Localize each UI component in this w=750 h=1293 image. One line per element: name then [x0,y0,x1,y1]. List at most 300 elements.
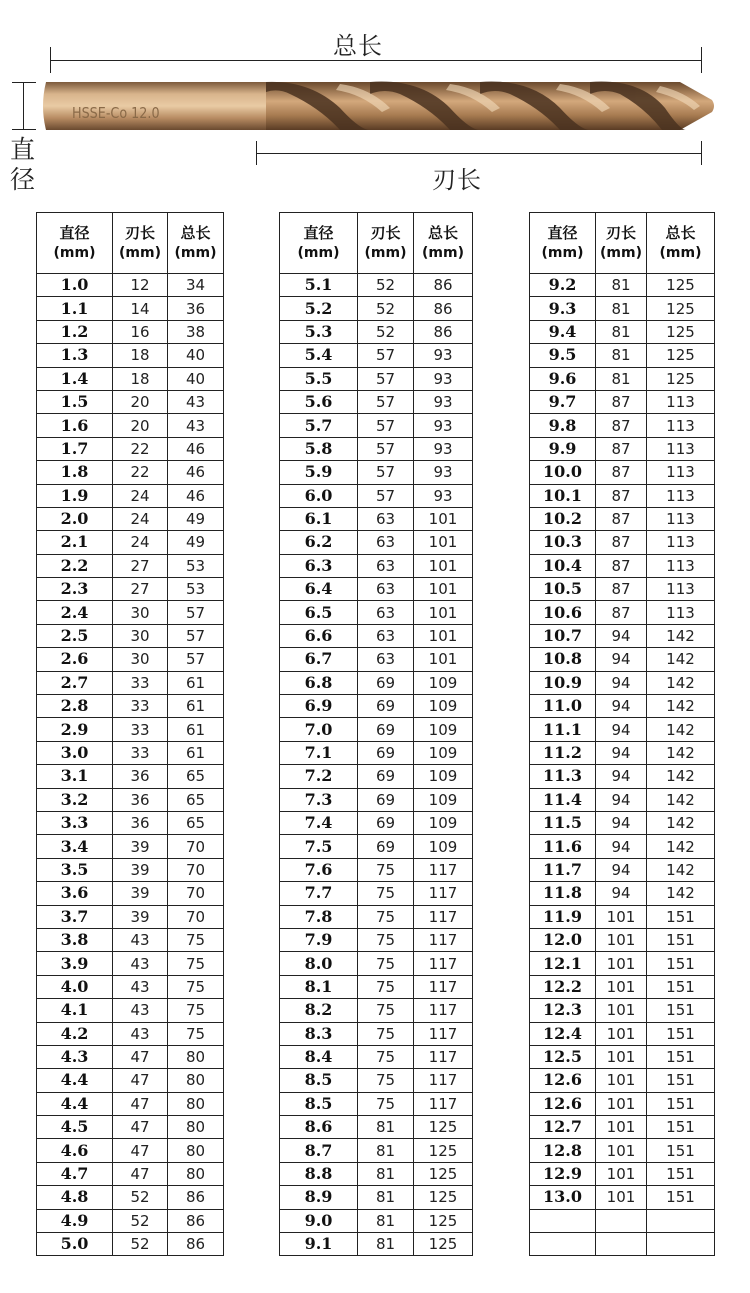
table-row [280,507,473,530]
table-row [37,648,224,671]
table-row [530,344,715,367]
total-length-cell: 113 [647,578,715,601]
table-row [530,1116,715,1139]
diameter-cell: 11.3 [530,765,596,788]
diameter-cell: 9.1 [280,1233,358,1256]
drill-diagram [0,0,750,205]
table-row [37,671,224,694]
total-length-cell: 142 [647,671,715,694]
table-row [280,578,473,601]
flute-length-cell: 75 [358,952,414,975]
diameter-cell: 5.3 [280,320,358,343]
diameter-cell: 2.1 [37,531,113,554]
diameter-cell: 4.4 [37,1092,113,1115]
flute-length-cell: 87 [596,437,647,460]
diameter-cell: 5.8 [280,437,358,460]
total-length-cell: 113 [647,461,715,484]
flute-length-cell: 47 [113,1069,168,1092]
diameter-cell [530,1209,596,1232]
flute-length-cell: 81 [596,320,647,343]
flute-length-cell: 39 [113,905,168,928]
diameter-cell: 7.6 [280,858,358,881]
diameter-cell: 11.9 [530,905,596,928]
flute-length-cell: 87 [596,601,647,624]
flute-length-cell: 24 [113,531,168,554]
diameter-cell: 9.0 [280,1209,358,1232]
flute-length-cell: 63 [358,554,414,577]
table-row [530,671,715,694]
total-length-cell: 117 [414,1022,473,1045]
flute-length-cell: 101 [596,928,647,951]
diameter-tick-top [12,82,36,83]
diameter-cell: 9.5 [530,344,596,367]
diameter-cell: 4.0 [37,975,113,998]
header-label: 刃长 [124,224,155,242]
table-row [37,999,224,1022]
table-row [280,695,473,718]
table-row [530,811,715,834]
flute-length-label: 刃长 [432,166,482,194]
flute-length-cell: 52 [358,297,414,320]
total-length-cell: 65 [168,788,224,811]
diameter-cell: 6.8 [280,671,358,694]
table-row [530,718,715,741]
flute-length-cell: 43 [113,928,168,951]
total-length-cell: 75 [168,999,224,1022]
table-row [280,1162,473,1185]
total-length-cell: 125 [414,1116,473,1139]
flute-length-cell: 69 [358,835,414,858]
total-length-cell: 93 [414,437,473,460]
total-length-cell: 86 [168,1233,224,1256]
total-length-cell: 142 [647,858,715,881]
total-length-cell: 109 [414,765,473,788]
flute-length-cell: 87 [596,414,647,437]
total-length-cell: 142 [647,788,715,811]
table-row [37,1139,224,1162]
total-length-cell: 125 [414,1162,473,1185]
table-row [530,765,715,788]
total-length-cell: 113 [647,507,715,530]
total-length-cell: 70 [168,835,224,858]
header-label: 刃长 [370,224,401,242]
diameter-cell: 5.1 [280,274,358,297]
diameter-cell: 10.7 [530,624,596,647]
table-row [530,952,715,975]
diameter-cell: 7.4 [280,811,358,834]
flute-length-cell: 52 [113,1233,168,1256]
table-row [37,858,224,881]
flute-length-tick-right [701,141,702,165]
table-row [280,461,473,484]
flute-length-cell: 69 [358,765,414,788]
total-length-cell: 142 [647,718,715,741]
table-row [530,1069,715,1092]
total-length-cell: 125 [647,344,715,367]
total-length-cell: 125 [414,1233,473,1256]
flute-length-cell: 81 [358,1139,414,1162]
flute-length-cell: 27 [113,578,168,601]
flute-length-cell: 30 [113,601,168,624]
flute-length-cell: 63 [358,507,414,530]
total-length-cell: 46 [168,437,224,460]
flute-length-cell: 52 [358,320,414,343]
total-length-cell: 40 [168,367,224,390]
flute-length-cell: 94 [596,695,647,718]
total-length-cell: 70 [168,858,224,881]
diameter-cell: 3.8 [37,928,113,951]
flute-length-cell: 20 [113,390,168,413]
diameter-cell: 9.8 [530,414,596,437]
total-length-cell: 34 [168,274,224,297]
diameter-cell: 11.8 [530,882,596,905]
header-label: 总长 [180,224,211,242]
table-row [280,671,473,694]
flute-length-cell: 52 [113,1186,168,1209]
diameter-cell: 2.8 [37,695,113,718]
table-row [37,531,224,554]
flute-length-cell: 101 [596,905,647,928]
flute-length-cell: 69 [358,741,414,764]
flute-length-cell: 101 [596,1022,647,1045]
flute-length-cell [596,1233,647,1256]
total-length-tick-left [50,47,51,73]
total-length-cell: 151 [647,1069,715,1092]
flute-length-cell: 63 [358,624,414,647]
flute-length-cell: 94 [596,624,647,647]
diameter-cell: 3.6 [37,882,113,905]
drill-marking: HSSE-Co 12.0 [72,104,160,122]
table-row [530,882,715,905]
table-row [280,601,473,624]
table-row [37,1092,224,1115]
flute-length-cell: 16 [113,320,168,343]
diameter-cell: 9.6 [530,367,596,390]
table-row [530,274,715,297]
total-length-cell: 75 [168,975,224,998]
header-unit: (mm) [541,245,584,261]
total-length-cell: 80 [168,1069,224,1092]
diameter-cell: 4.5 [37,1116,113,1139]
table-row [280,741,473,764]
diameter-cell: 6.9 [280,695,358,718]
flute-length-cell: 94 [596,765,647,788]
flute-length-cell: 22 [113,461,168,484]
total-length-cell: 53 [168,554,224,577]
table-row [530,507,715,530]
table-row [37,367,224,390]
diameter-cell: 3.3 [37,811,113,834]
flute-length-cell: 30 [113,624,168,647]
flute-length-cell: 47 [113,1162,168,1185]
table-row [280,390,473,413]
total-length-cell: 151 [647,1022,715,1045]
table-row [280,1022,473,1045]
table-row [37,975,224,998]
flute-length-cell: 69 [358,718,414,741]
total-length-cell: 117 [414,1045,473,1068]
header-unit: (mm) [53,245,96,261]
diameter-cell: 9.3 [530,297,596,320]
total-length-cell: 46 [168,484,224,507]
table-row [530,578,715,601]
total-length-cell: 113 [647,601,715,624]
spec-table-1 [36,212,224,1256]
diameter-cell: 9.7 [530,390,596,413]
table-row [37,554,224,577]
flute-length-cell: 81 [596,344,647,367]
flute-length-cell: 18 [113,344,168,367]
diameter-cell: 2.5 [37,624,113,647]
header-unit: (mm) [364,245,407,261]
total-length-cell: 151 [647,1116,715,1139]
flute-length-cell: 75 [358,928,414,951]
total-length-cell: 80 [168,1092,224,1115]
total-length-cell: 86 [414,297,473,320]
total-length-cell: 75 [168,1022,224,1045]
header-diameter [530,213,596,274]
diameter-cell: 2.3 [37,578,113,601]
total-length-cell: 151 [647,999,715,1022]
table-row [280,344,473,367]
diameter-cell: 6.0 [280,484,358,507]
diameter-cell: 12.0 [530,928,596,951]
flute-length-cell: 75 [358,882,414,905]
flute-length-cell: 57 [358,390,414,413]
table-row [37,952,224,975]
table-row [280,1139,473,1162]
diameter-cell: 12.4 [530,1022,596,1045]
flute-length-cell: 94 [596,788,647,811]
table-row [530,648,715,671]
table-row [37,1022,224,1045]
diameter-cell: 3.0 [37,741,113,764]
flute-length-cell: 30 [113,648,168,671]
header-label: 总长 [427,224,458,242]
table-row [37,344,224,367]
total-length-cell: 57 [168,624,224,647]
flute-length-cell: 36 [113,765,168,788]
diameter-cell: 8.3 [280,1022,358,1045]
total-length-cell: 86 [414,274,473,297]
table-row [37,437,224,460]
diameter-cell: 10.1 [530,484,596,507]
diameter-cell: 2.0 [37,507,113,530]
diameter-cell: 5.2 [280,297,358,320]
diameter-cell: 12.7 [530,1116,596,1139]
flute-length-cell: 33 [113,671,168,694]
flute-length-cell: 43 [113,975,168,998]
diameter-cell: 11.0 [530,695,596,718]
table-row [37,882,224,905]
header-label: 总长 [665,224,696,242]
flute-length-cell: 101 [596,999,647,1022]
table-row [530,788,715,811]
flute-length-cell: 94 [596,811,647,834]
header-flute [358,213,414,274]
table-row [280,274,473,297]
diameter-cell: 2.9 [37,718,113,741]
flute-length-cell: 101 [596,1116,647,1139]
total-length-cell: 151 [647,1092,715,1115]
header-total [414,213,473,274]
total-length-cell: 80 [168,1116,224,1139]
table-row [280,765,473,788]
diameter-cell: 3.1 [37,765,113,788]
total-length-cell: 93 [414,461,473,484]
total-length-cell: 151 [647,1162,715,1185]
diameter-cell: 12.2 [530,975,596,998]
diameter-cell: 7.9 [280,928,358,951]
diameter-cell: 10.5 [530,578,596,601]
total-length-line [50,60,702,61]
table-row [280,788,473,811]
table-row [280,905,473,928]
flute-length-cell: 87 [596,461,647,484]
header-unit: (mm) [659,245,702,261]
diameter-cell: 8.5 [280,1069,358,1092]
table-row [37,1186,224,1209]
total-length-cell: 113 [647,390,715,413]
total-length-cell: 125 [414,1186,473,1209]
total-length-cell: 101 [414,648,473,671]
diameter-line [23,82,24,130]
diameter-cell: 10.8 [530,648,596,671]
total-length-cell: 86 [168,1209,224,1232]
total-length-cell: 125 [414,1209,473,1232]
diameter-cell: 1.8 [37,461,113,484]
table-row [280,718,473,741]
table-row [37,1209,224,1232]
table-row [530,1233,715,1256]
flute-length-cell: 57 [358,344,414,367]
table-row [37,695,224,718]
header-label: 直径 [547,224,578,242]
table-row [280,1092,473,1115]
flute-length-cell: 94 [596,858,647,881]
total-length-cell: 125 [647,297,715,320]
total-length-cell: 57 [168,601,224,624]
table-row [280,1045,473,1068]
table-row [280,835,473,858]
total-length-cell: 109 [414,788,473,811]
flute-length-cell: 75 [358,1045,414,1068]
total-length-cell: 80 [168,1045,224,1068]
diameter-cell: 4.2 [37,1022,113,1045]
total-length-cell: 109 [414,671,473,694]
flute-length-cell: 57 [358,484,414,507]
flute-length-cell: 75 [358,1069,414,1092]
flute-length-cell: 94 [596,671,647,694]
flute-length-cell: 101 [596,1186,647,1209]
flute-length-cell: 75 [358,999,414,1022]
total-length-cell: 117 [414,882,473,905]
table-row [280,437,473,460]
total-length-cell: 142 [647,882,715,905]
table-row [280,648,473,671]
table-row [280,414,473,437]
total-length-cell: 109 [414,811,473,834]
total-length-cell: 113 [647,531,715,554]
flute-length-cell: 81 [358,1116,414,1139]
total-length-cell: 142 [647,648,715,671]
total-length-cell: 117 [414,1069,473,1092]
diameter-cell: 12.8 [530,1139,596,1162]
total-length-cell: 65 [168,811,224,834]
diameter-cell: 5.9 [280,461,358,484]
diameter-cell: 12.6 [530,1069,596,1092]
flute-length-cell: 27 [113,554,168,577]
total-length-cell: 151 [647,952,715,975]
flute-length-cell: 101 [596,975,647,998]
diameter-cell: 6.3 [280,554,358,577]
flute-length-cell: 43 [113,952,168,975]
table-row [37,274,224,297]
flute-length-cell: 36 [113,811,168,834]
table-row [37,390,224,413]
total-length-cell: 101 [414,531,473,554]
table-row [37,1116,224,1139]
table-row [280,531,473,554]
flute-length-cell: 39 [113,882,168,905]
flute-length-cell: 81 [358,1233,414,1256]
total-length-cell: 40 [168,344,224,367]
diameter-cell: 8.5 [280,1092,358,1115]
table-row [530,554,715,577]
diameter-cell: 7.3 [280,788,358,811]
diameter-cell: 9.4 [530,320,596,343]
table-row [37,484,224,507]
header-total [647,213,715,274]
diameter-cell: 1.0 [37,274,113,297]
table-row [37,1162,224,1185]
flute-length-cell: 75 [358,858,414,881]
flute-length-tick-left [256,141,257,165]
flute-length-cell: 20 [113,414,168,437]
spec-table-3 [529,212,715,1256]
flute-length-cell: 33 [113,718,168,741]
diameter-cell: 8.0 [280,952,358,975]
table-row [530,531,715,554]
total-length-cell: 80 [168,1162,224,1185]
table-row [530,905,715,928]
total-length-cell: 43 [168,390,224,413]
flute-length-cell: 81 [358,1162,414,1185]
total-length-cell: 53 [168,578,224,601]
table-row [37,461,224,484]
diameter-cell: 3.9 [37,952,113,975]
table-row [37,788,224,811]
table-row [37,1045,224,1068]
diameter-cell: 11.2 [530,741,596,764]
flute-length-cell: 43 [113,999,168,1022]
flute-length-cell: 75 [358,975,414,998]
table-row [37,765,224,788]
table-row [530,1045,715,1068]
diameter-cell: 4.8 [37,1186,113,1209]
total-length-cell: 49 [168,507,224,530]
table-row [37,835,224,858]
diameter-cell: 4.3 [37,1045,113,1068]
diameter-label: 直径 [10,135,37,194]
total-length-cell: 151 [647,928,715,951]
header-unit: (mm) [297,245,340,261]
diameter-cell: 9.2 [530,274,596,297]
total-length-cell: 113 [647,554,715,577]
diameter-cell: 10.4 [530,554,596,577]
diameter-cell: 4.6 [37,1139,113,1162]
header-diameter [37,213,113,274]
